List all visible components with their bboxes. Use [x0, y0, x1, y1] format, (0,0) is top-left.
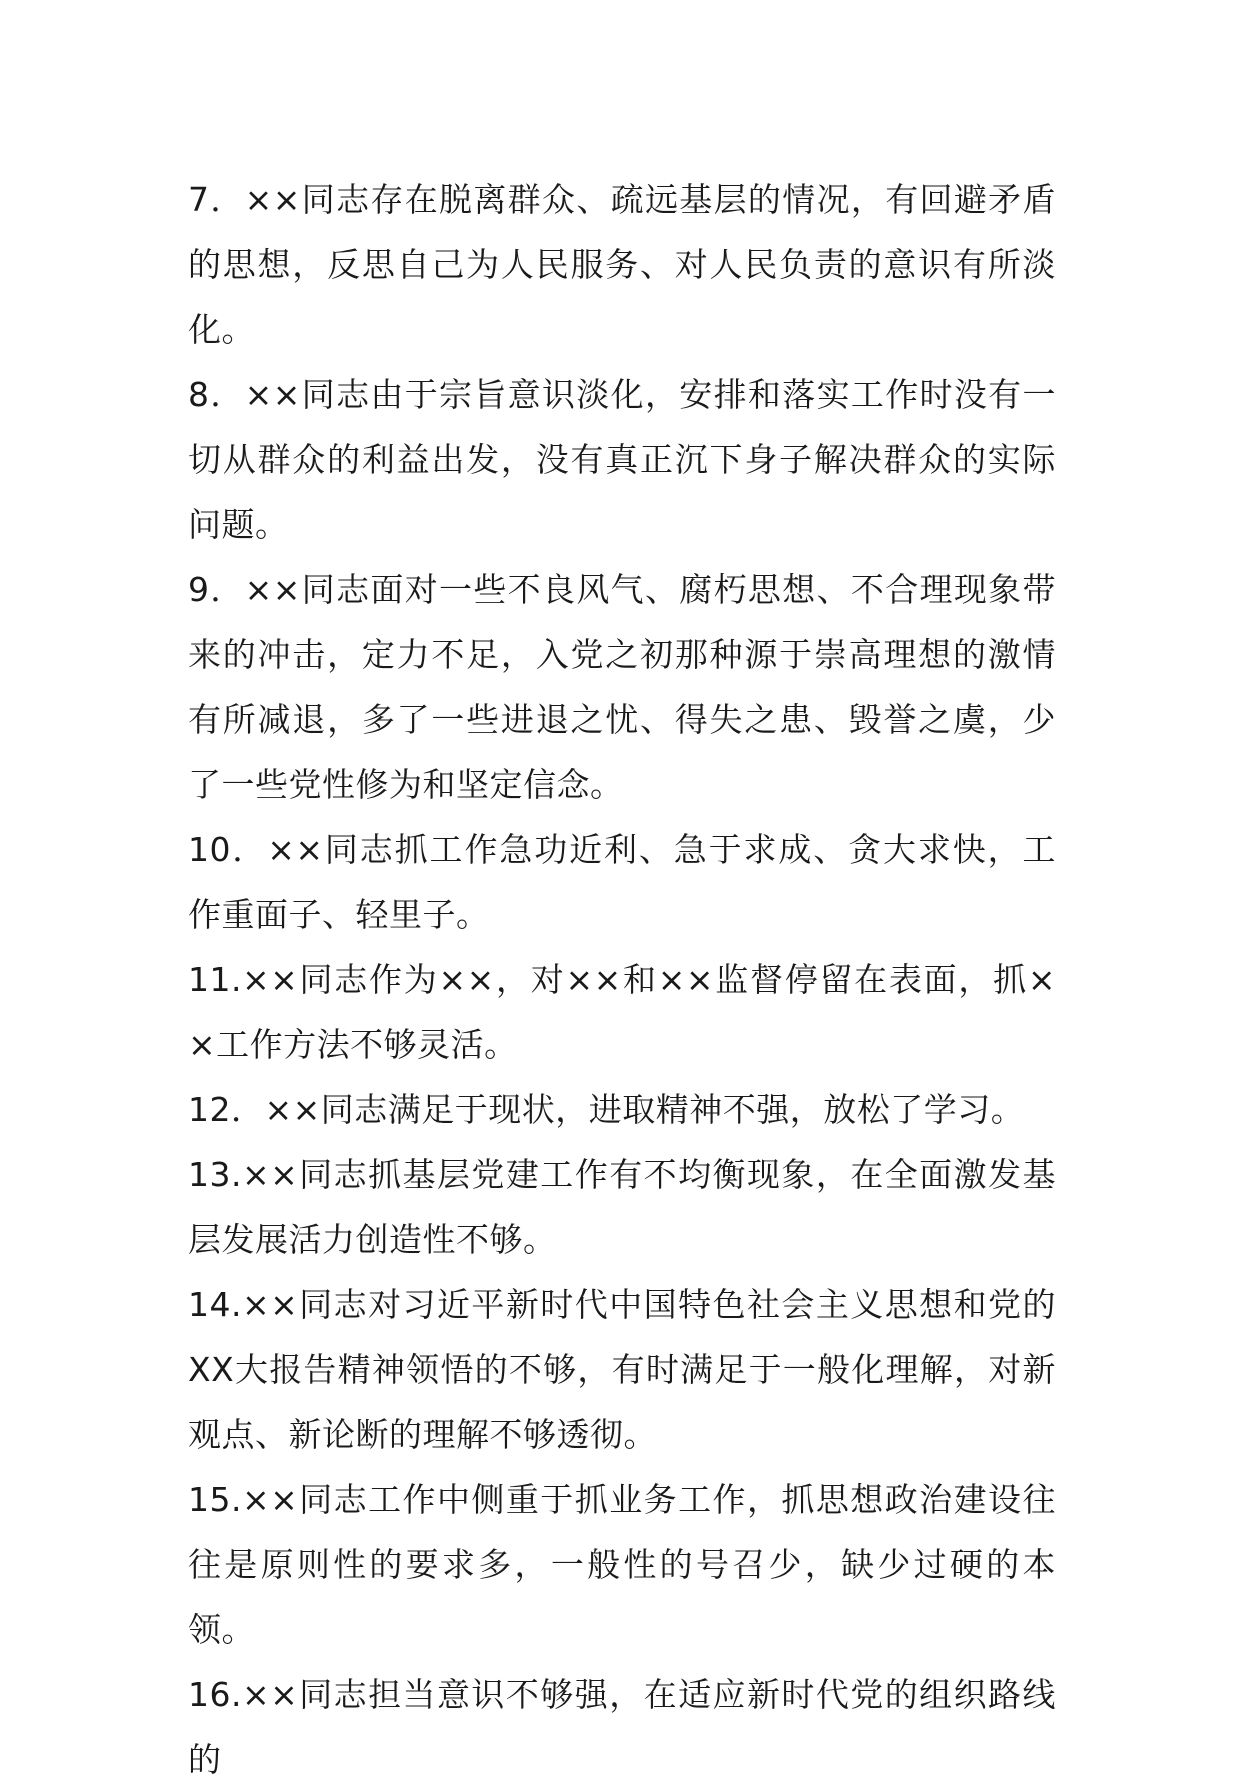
paragraph-item-9: 9．××同志面对一些不良风气、腐朽思想、不合理现象带来的冲击，定力不足，入党之初那种源于崇高理想的激情有所减退，多了一些进退之忧、得失之患、毁誉之虞，少了一些党性修为和坚定信念。 — [188, 570, 1056, 804]
paragraph-item-11: 11.××同志作为××，对××和××监督停留在表面，抓××工作方法不够灵活。 — [188, 960, 1056, 1064]
document-body — [188, 167, 1056, 1792]
paragraph-item-16: 16.××同志担当意识不够强，在适应新时代党的组织路线的 — [188, 1675, 1056, 1779]
paragraph-item-10: 10．××同志抓工作急功近利、急于求成、贪大求快，工作重面子、轻里子。 — [188, 830, 1056, 934]
paragraph-item-12: 12．××同志满足于现状，进取精神不强，放松了学习。 — [188, 1090, 1025, 1129]
paragraph-item-14: 14.××同志对习近平新时代中国特色社会主义思想和党的XX大报告精神领悟的不够，有时满足于一般化理解，对新观点、新论断的理解不够透彻。 — [188, 1285, 1056, 1454]
paragraph-item-15: 15.××同志工作中侧重于抓业务工作，抓思想政治建设往往是原则性的要求多，一般性的号召少，缺少过硬的本领。 — [188, 1480, 1056, 1649]
paragraph-item-13: 13.××同志抓基层党建工作有不均衡现象，在全面激发基层发展活力创造性不够。 — [188, 1155, 1056, 1259]
paragraph-item-8: 8．××同志由于宗旨意识淡化，安排和落实工作时没有一切从群众的利益出发，没有真正沉下身子解决群众的实际问题。 — [188, 375, 1056, 544]
paragraph-item-7: 7．××同志存在脱离群众、疏远基层的情况，有回避矛盾的思想，反思自己为人民服务、对人民负责的意识有所淡化。 — [188, 180, 1056, 349]
